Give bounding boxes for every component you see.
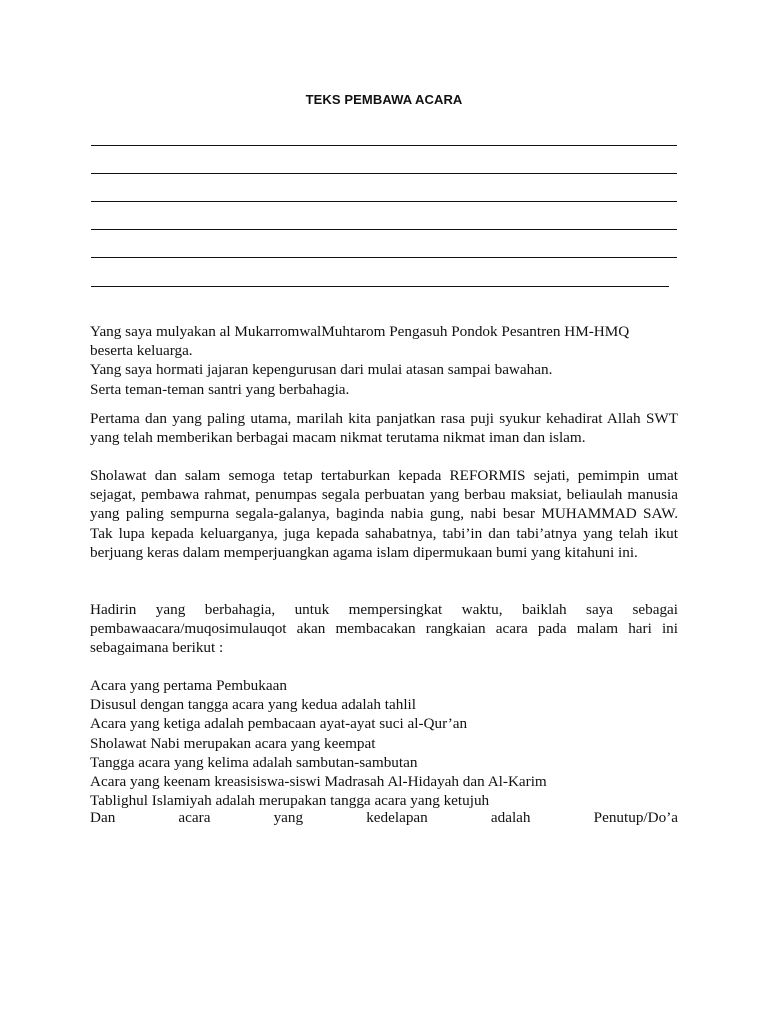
agenda-item: Acara yang pertama Pembukaan: [90, 677, 287, 694]
salutation-line: Yang saya hormati jajaran kepengurusan dari mulai atasan sampai bawahan.: [90, 361, 553, 379]
agenda-word: yang: [273, 809, 304, 826]
paragraph-sholawat: Sholawat dan salam semoga tetap tertaburkan kepada REFORMIS sejati, pemimpin umat sejagat, pembawa rahmat, penumpas segala perbuatan yang berbau maksiat, beliaulah manusia yang paling sempurna segala-galanya, baginda nabia gung, nabi besar MUHAMMAD SAW. Tak lupa kepada keluarganya, juga kepada sahabatnya, tabi’in dan tabi’atnya yang telah ikut berjuang keras dalam memperjuangkan agama islam dipermukaan bumi yang kitahuni ini.: [90, 467, 678, 561]
agenda-word: adalah: [490, 809, 531, 826]
paragraph-hadirin: Hadirin yang berbahagia, untuk mempersingkat waktu, baiklah saya sebagai pembawaacara/muqosimulauqot akan membacakan rangkaian acara pada malam hari ini sebagaimana berikut :: [90, 601, 678, 657]
salutation-line: Yang saya mulyakan al MukarromwalMuhtarom Pengasuh Pondok Pesantren HM-HMQ: [90, 323, 630, 340]
agenda-item: Acara yang keenam kreasisiswa-siswi Madrasah Al-Hidayah dan Al-Karim: [90, 773, 547, 791]
paragraph-syukur: Pertama dan yang paling utama, marilah kita panjatkan rasa puji syukur kehadirat Allah SWT yang telah memberikan berbagai macam nikmat terutama nikmat iman dan islam.: [90, 410, 678, 447]
blank-line: [91, 201, 677, 202]
page-title: TEKS PEMBAWA ACARA: [305, 92, 463, 107]
agenda-item: Acara yang ketiga adalah pembacaan ayat-ayat suci al-Qur’an: [90, 715, 468, 733]
agenda-item: Tablighul Islamiyah adalah merupakan tangga acara yang ketujuh: [90, 792, 490, 810]
agenda-item: Sholawat Nabi merupakan acara yang keempat: [90, 734, 376, 752]
salutation-line: Serta teman-teman santri yang berbahagia.: [90, 380, 350, 398]
agenda-item-last: [90, 808, 678, 827]
blank-line: [91, 286, 669, 287]
agenda-list: [90, 676, 678, 810]
agenda-word: acara: [178, 809, 211, 826]
agenda-word: Penutup/Do’a: [593, 809, 678, 826]
agenda-word: kedelapan: [366, 809, 428, 826]
salutation-line: beserta keluarga.: [90, 342, 193, 360]
blank-line: [91, 145, 677, 146]
salutation-block: [90, 322, 678, 399]
agenda-item: Tangga acara yang kelima adalah sambutan-sambutan: [90, 753, 418, 771]
blank-line: [91, 229, 677, 230]
agenda-item: Disusul dengan tangga acara yang kedua adalah tahlil: [90, 696, 416, 714]
agenda-word: Dan: [90, 809, 116, 826]
blank-line: [91, 257, 677, 258]
blank-line: [91, 173, 677, 174]
